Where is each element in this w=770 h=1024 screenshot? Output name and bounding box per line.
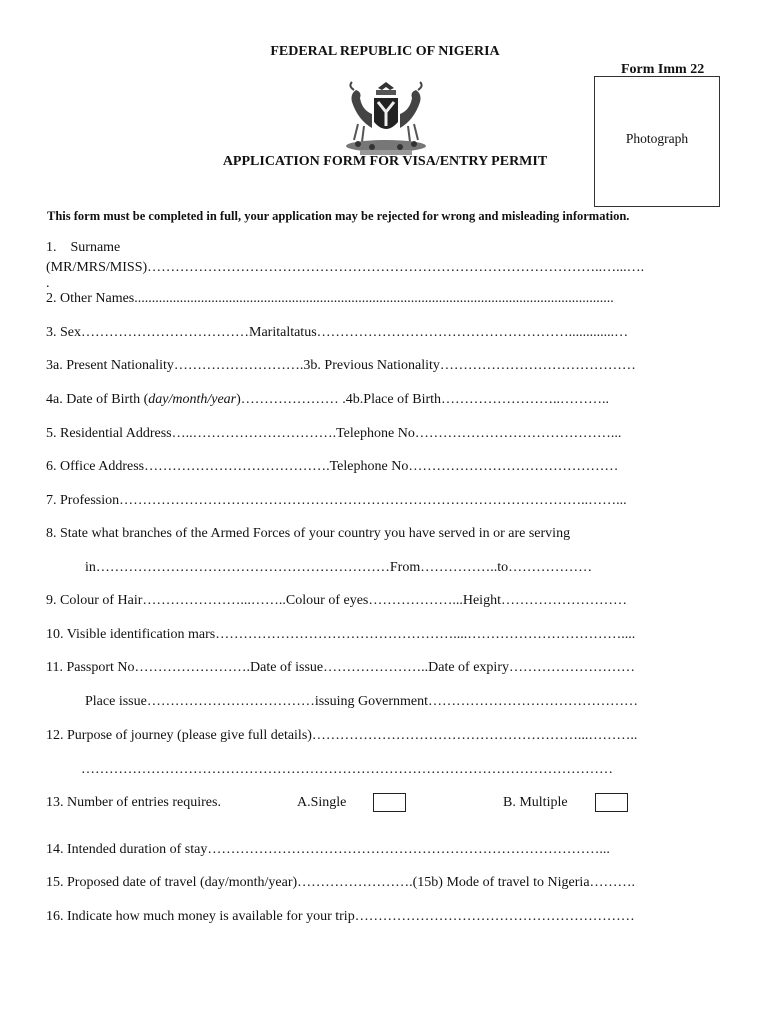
field-4a-prefix: 4a. Date of Birth ( — [46, 392, 149, 407]
field-12-continuation-line[interactable]: …………………………………………………………………………………………………… — [81, 762, 613, 777]
field-1-dot: . — [46, 276, 50, 291]
field-3a-nationality[interactable]: 3a. Present Nationality……………………….3b. Previous Nationality…………………………………… — [46, 358, 636, 373]
photograph-label: Photograph — [625, 131, 689, 146]
field-6-office-address[interactable]: 6. Office Address………………………………….Telephone No……………………………………… — [46, 459, 619, 474]
field-12-purpose-of-journey[interactable]: 12. Purpose of journey (please give full details)…………………………………………………...……….. — [46, 728, 638, 743]
field-1-surname-label — [46, 240, 120, 256]
photograph-box[interactable] — [594, 76, 720, 207]
field-9-physical-description[interactable]: 9. Colour of Hair…………………...……..Colour of eyes………………...Height……………………… — [46, 593, 627, 608]
instructions-notice: This form must be completed in full, your application may be rejected for wrong and misleading information. — [47, 209, 630, 223]
form-title: APPLICATION FORM FOR VISA/ENTRY PERMIT — [222, 154, 548, 169]
field-8-service-period[interactable]: in………………………………………………………From……………..to……………… — [85, 560, 593, 575]
field-1-label: Surname — [70, 240, 121, 255]
field-5-residential-address[interactable]: 5. Residential Address…..………………………….Telephone No……………………………………... — [46, 426, 622, 441]
single-entry-checkbox[interactable] — [373, 793, 406, 812]
field-4a-format: day/month/year — [148, 392, 237, 407]
field-1-number: 1. — [46, 240, 57, 255]
field-7-profession[interactable]: 7. Profession………………………………………………………………………………………..……... — [46, 493, 627, 508]
field-1-surname-line[interactable]: (MR/MRS/MISS)……………………………………………………………………………………..…...…. — [46, 260, 645, 275]
field-16-available-funds[interactable]: 16. Indicate how much money is available for your trip…………………………………………………… — [46, 909, 635, 924]
country-heading: FEDERAL REPUBLIC OF NIGERIA — [270, 44, 500, 59]
single-entry-label: A.Single — [297, 795, 347, 810]
field-13-number-of-entries: 13. Number of entries requires. — [46, 795, 221, 810]
multiple-entry-checkbox[interactable] — [595, 793, 628, 812]
field-3-sex-marital-status[interactable]: 3. Sex………………………………Maritaltatus……………………………………………….............… — [46, 325, 629, 340]
field-4a-suffix: )………………… .4b.Place of Birth……………………..……….. — [236, 392, 610, 407]
field-4a-date-of-birth[interactable] — [46, 392, 609, 408]
field-10-identification-marks[interactable]: 10. Visible identification mars……………………………………………....…………………………….... — [46, 627, 636, 642]
form-number: Form Imm 22 — [621, 62, 705, 77]
coat-of-arms-icon — [338, 80, 434, 156]
multiple-entry-label: B. Multiple — [503, 795, 568, 810]
field-11-passport[interactable]: 11. Passport No…………………….Date of issue…………………..Date of expiry……………………… — [46, 660, 635, 675]
field-8-armed-forces: 8. State what branches of the Armed Forces of your country you have served in or are serving — [46, 526, 571, 541]
field-11-place-of-issue[interactable]: Place issue………………………………issuing Government……………………………………… — [85, 694, 638, 709]
field-2-other-names[interactable]: 2. Other Names......................................................................................................................................... — [46, 291, 614, 306]
field-14-duration-of-stay[interactable]: 14. Intended duration of stay…………………………………………………………………………... — [46, 842, 610, 857]
field-15-travel-date-mode[interactable]: 15. Proposed date of travel (day/month/year)…………………….(15b) Mode of travel to Nigeria………. — [46, 875, 636, 890]
